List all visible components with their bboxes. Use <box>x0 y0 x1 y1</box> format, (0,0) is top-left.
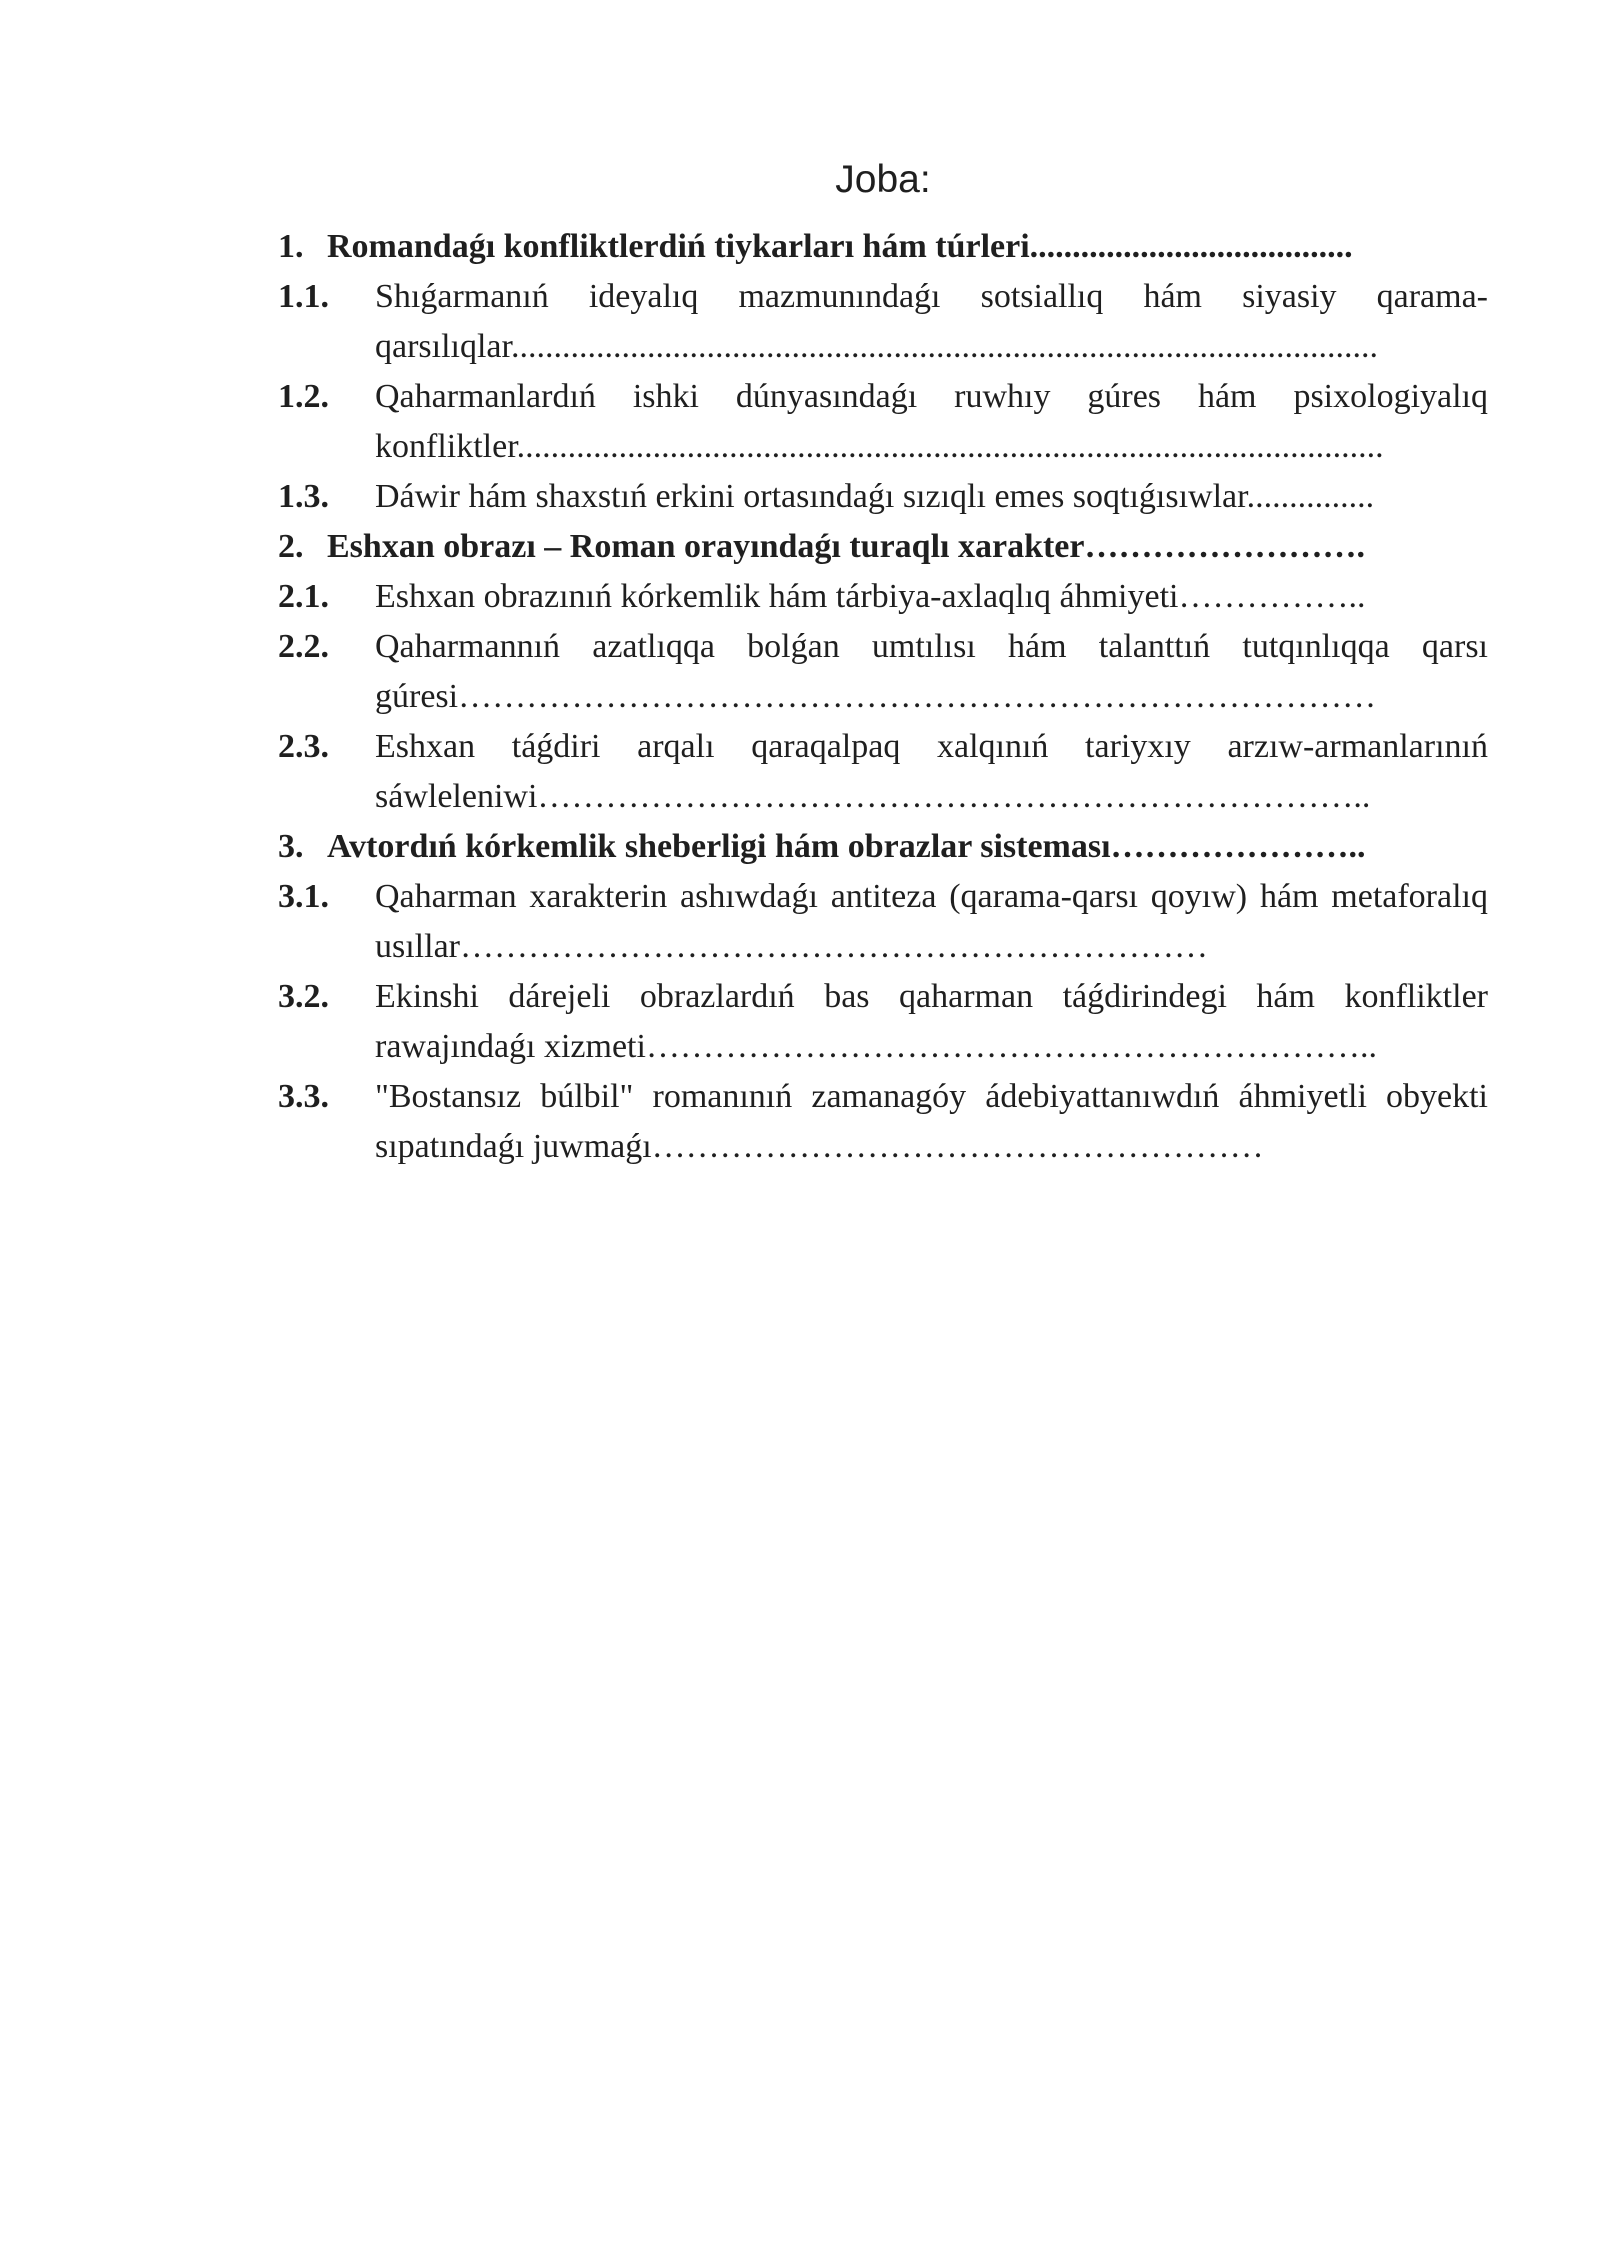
toc-number: 1.1. <box>278 278 329 315</box>
toc-section-1-2 <box>278 372 1488 472</box>
toc-section-3-1 <box>278 872 1488 972</box>
toc-number: 3.2. <box>278 978 329 1015</box>
toc-chapter-3 <box>278 822 1488 872</box>
document-title: Joba: <box>835 158 931 201</box>
toc-title: Dáwir hám shaxstıń erkini ortasındaǵı sızıqlı emes soqtıǵısıwlar............... <box>375 478 1375 515</box>
toc-number: 1.2. <box>278 378 329 415</box>
toc-title: Qaharmannıń azatlıqqa bolǵan umtılısı hám talanttıń tutqınlıqqa qarsı gúresi……………………………………………………………………… <box>375 628 1488 715</box>
toc-section-2-3 <box>278 722 1488 822</box>
toc-section-3-2 <box>278 972 1488 1072</box>
toc-number: 1.3. <box>278 478 329 515</box>
table-of-contents <box>278 222 1488 1172</box>
toc-title: Shıǵarmanıń ideyalıq mazmunındaǵı sotsiallıq hám siyasiy qarama-qarsılıqlar...................................................................................................... <box>375 278 1488 365</box>
toc-section-1-3 <box>278 472 1488 522</box>
toc-section-2-2 <box>278 622 1488 722</box>
toc-title: Qaharman xarakterin ashıwdaǵı antiteza (qarama-qarsı qoyıw) hám metaforalıq usıllar………………………………………………………… <box>375 878 1488 965</box>
toc-number: 3. <box>278 828 304 865</box>
toc-number: 2.1. <box>278 578 329 615</box>
toc-section-1-1 <box>278 272 1488 372</box>
toc-title: Ekinshi dárejeli obrazlardıń bas qaharman táǵdirindegi hám konfliktler rawajındaǵı xizmeti……………………………………………………….. <box>375 978 1488 1065</box>
toc-number: 2.2. <box>278 628 329 665</box>
toc-title: "Bostansız búlbil" romanınıń zamanagóy ádebiyattanıwdıń áhmiyetli obyekti sıpatındaǵı juwmaǵı……………………………………………… <box>375 1078 1488 1165</box>
toc-number: 3.1. <box>278 878 329 915</box>
toc-title: Eshxan obrazınıń kórkemlik hám tárbiya-axlaqlıq áhmiyeti…………….. <box>375 578 1366 615</box>
toc-title: Qaharmanlardıń ishki dúnyasındaǵı ruwhıy gúres hám psixologiyalıq konfliktler...................................................................................................... <box>375 378 1488 465</box>
toc-number: 2.3. <box>278 728 329 765</box>
toc-number: 2. <box>278 528 304 565</box>
toc-chapter-1 <box>278 222 1488 272</box>
toc-section-2-1 <box>278 572 1488 622</box>
toc-title: Eshxan táǵdiri arqalı qaraqalpaq xalqınıń tariyxıy arzıw-armanlarınıń sáwleleniwi……………………………………………………………….. <box>375 728 1488 815</box>
document-page <box>278 150 1488 1172</box>
toc-title: Avtordıń kórkemlik sheberligi hám obrazlar sisteması………………….. <box>327 828 1366 865</box>
toc-title: Eshxan obrazı – Roman orayındaǵı turaqlı xarakter……………………. <box>327 528 1365 565</box>
toc-chapter-2 <box>278 522 1488 572</box>
toc-number: 3.3. <box>278 1078 329 1115</box>
toc-number: 1. <box>278 228 304 265</box>
toc-section-3-3 <box>278 1072 1488 1172</box>
toc-title: Romandaǵı konfliktlerdiń tiykarları hám túrleri...................................... <box>327 228 1353 265</box>
